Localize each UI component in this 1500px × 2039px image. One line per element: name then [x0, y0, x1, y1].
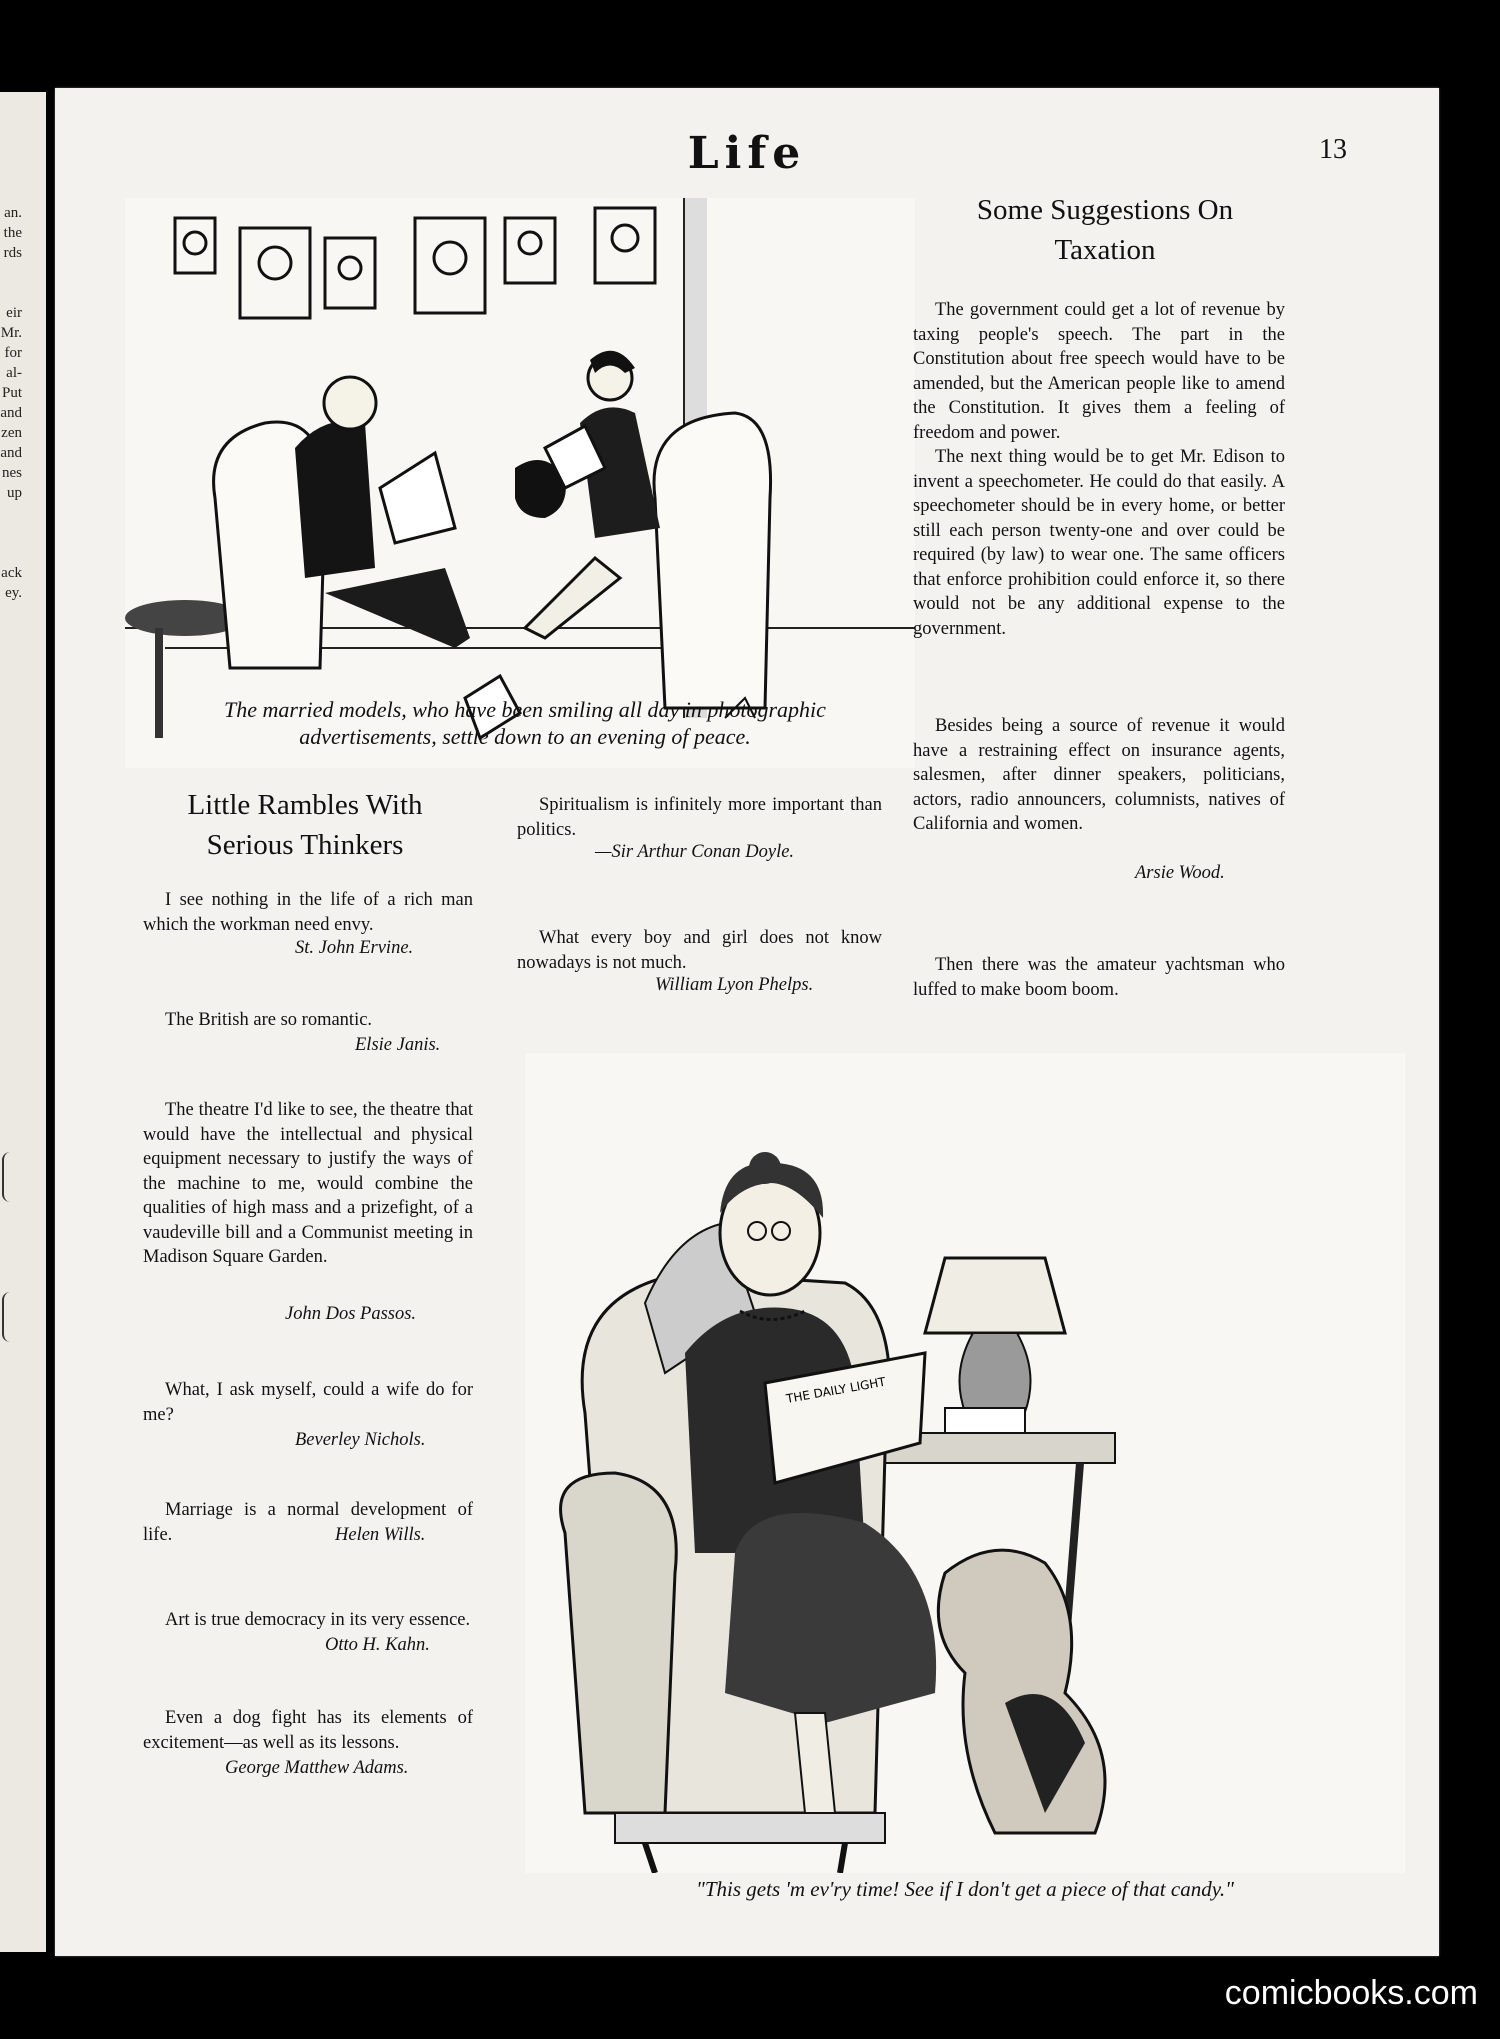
facing-page-text: nes	[2, 465, 22, 481]
facing-page-drawing	[2, 1152, 20, 1202]
rambles-quote: Even a dog fight has its elements of excitement—as well as its lessons.	[143, 1708, 473, 1753]
caption-line: The married models, who have been smiling all day in photographic	[224, 697, 826, 722]
rambles-quote: The theatre I'd like to see, the theatre that would have the intellectual and physical equipment necessary to justify the ways of the machine to me, would combine the qualities of high mass and a prizefight, of a vaudeville bill and a Communist meeting in Madison Square Garden.	[143, 1100, 473, 1267]
woman-reading-illustration	[525, 1053, 1405, 1873]
rambles-quote: Marriage is a normal development of life.	[143, 1500, 473, 1545]
facing-page-text: and	[0, 405, 22, 421]
taxation-author: Arsie Wood.	[1135, 863, 1225, 883]
facing-page-text: al-	[6, 365, 22, 381]
facing-page-drawing	[2, 1292, 20, 1342]
rambles-author: George Matthew Adams.	[225, 1758, 409, 1778]
title-line: Little Rambles With	[187, 789, 423, 821]
taxation-title	[905, 190, 1305, 270]
watermark: comicbooks.com	[1224, 1974, 1478, 2012]
rambles-quote: The British are so romantic.	[165, 1010, 373, 1030]
facing-page-text: Mr.	[0, 325, 22, 341]
caption-line: advertisements, settle down to an evening of peace.	[299, 724, 751, 749]
facing-page-text: ack	[1, 565, 22, 581]
rambles-author: Beverley Nichols.	[295, 1430, 426, 1450]
rambles-quote: Spiritualism is infinitely more important than politics.	[517, 795, 882, 840]
taxation-paragraph: The government could get a lot of revenue by taxing people's speech. The part in the Constitution about free speech would have to be amended, but the American people like to amend the Constitution. It gives them a feeling of freedom and power.	[913, 300, 1285, 443]
rambles-quote: Art is true democracy in its very essence.	[165, 1610, 471, 1630]
magazine-page	[55, 88, 1439, 1956]
woman-reading-caption: "This gets 'm ev'ry time! See if I don't get a piece of that candy."	[696, 1877, 1234, 1901]
facing-page-text: rds	[3, 245, 22, 261]
masthead: Life	[687, 128, 807, 179]
facing-page-text: for	[4, 345, 22, 361]
title-line: Serious Thinkers	[206, 829, 404, 861]
rambles-author: —Sir Arthur Conan Doyle.	[595, 842, 795, 862]
rambles-quote: I see nothing in the life of a rich man which the workman need envy.	[143, 890, 473, 935]
rambles-quote: What every boy and girl does not know nowadays is not much.	[517, 928, 882, 973]
married-models-illustration	[125, 198, 915, 768]
facing-page-text: Put	[1, 385, 22, 401]
title-line: Some Suggestions On	[976, 194, 1234, 226]
yachtsman-joke: Then there was the amateur yachtsman who luffed to make boom boom.	[913, 955, 1285, 1000]
woman-reading-cartoon	[525, 1053, 1405, 1873]
rambles-author: Elsie Janis.	[355, 1035, 441, 1055]
facing-page-text: the	[3, 225, 22, 241]
rambles-author: St. John Ervine.	[295, 938, 414, 958]
facing-page-text: and	[0, 445, 22, 461]
married-models-caption	[135, 696, 915, 750]
rambles-title	[125, 785, 485, 865]
facing-page-text: zen	[1, 425, 22, 441]
rambles-author: William Lyon Phelps.	[655, 975, 814, 995]
facing-page-text: eir	[6, 305, 22, 321]
rambles-author: Otto H. Kahn.	[325, 1635, 430, 1655]
rambles-quote: What, I ask myself, could a wife do for me?	[143, 1380, 473, 1425]
facing-page-edge	[0, 92, 46, 1952]
rambles-author: Helen Wills.	[335, 1525, 426, 1545]
taxation-paragraph: The next thing would be to get Mr. Edison to invent a speechometer. He could do that easily. A speechometer should be in every home, or better still each person twenty-one and over could be required (by law) to wear one. The same officers that enforce prohibition could enforce it, so there would not be any additional expense to the government.	[913, 447, 1285, 639]
title-line: Taxation	[1054, 234, 1156, 266]
page-number: 13	[1319, 134, 1347, 165]
facing-page-text: up	[7, 485, 22, 501]
facing-page-text: an.	[4, 205, 22, 221]
facing-page-text: ey.	[5, 585, 22, 601]
married-models-cartoon	[125, 198, 915, 768]
newspaper-masthead: THE DAILY LIGHT	[785, 1374, 887, 1406]
rambles-author: John Dos Passos.	[285, 1304, 417, 1324]
taxation-paragraph: Besides being a source of revenue it would have a restraining effect on insurance agents, salesmen, after dinner speakers, politicians, actors, radio announcers, columnists, natives of California and women.	[913, 716, 1285, 834]
